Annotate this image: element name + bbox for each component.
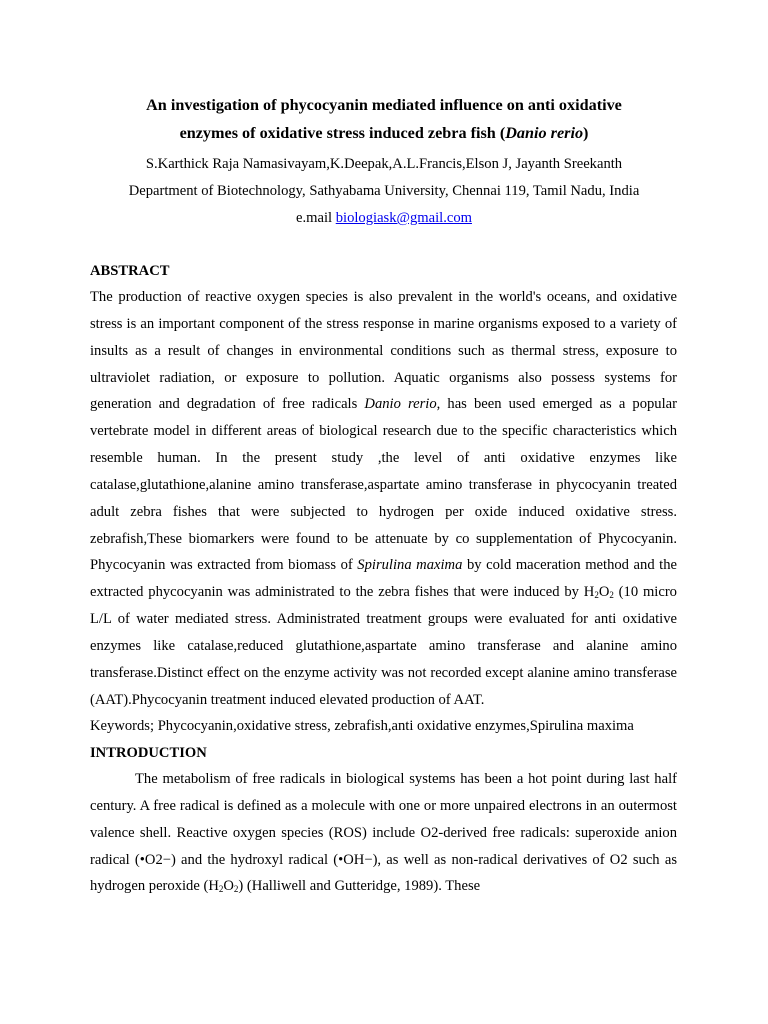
abstract-text-4: O (598, 584, 610, 601)
title-line-2-prefix: enzymes of oxidative stress induced zebra fish ( (179, 124, 506, 142)
title-line-2 (90, 119, 678, 147)
abstract-text-5: (10 micro L/L of water mediated stress. Administrated treatment groups were evaluated for anti oxidative enzymes like catalase,reduced glutathione,aspartate amino transferase and alanine amino transferase.Distinct effect on the enzyme activity was not recorded except alanine amino transferase (AAT).Phycocyanin treatment induced elevated production of AAT. (90, 584, 677, 708)
title-line-2-suffix: ) (583, 124, 589, 142)
abstract-italic-spirulina: Spirulina maxima (357, 557, 463, 574)
contact-email (90, 208, 678, 228)
affiliation: Department of Biotechnology, Sathyabama University, Chennai 119, Tamil Nadu, India (128, 183, 640, 199)
intro-text-2: O (223, 878, 234, 895)
title-line-1: An investigation of phycocyanin mediated influence on anti oxidative (146, 96, 622, 114)
author-list: S.Karthick Raja Namasivayam,K.Deepak,A.L.Francis,Elson J, Jayanth Sreekanth (145, 156, 623, 172)
abstract-text-2: , has been used emerged as a popular vertebrate model in different areas of biological research due to the specific characteristics which resemble human. In the present study ,the level of anti oxidative enzymes like catalase,glutathione,alanine amino transferase,aspartate amino transferase in phycocyanin treated adult zebra fishes that were subjected to hydrogen per oxide induced oxidative stress. zebrafish,These biomarkers were found to be attenuate by co supplementation of Phycocyanin. Phycocyanin was extracted from biomass of (90, 396, 677, 574)
introduction-body (90, 766, 677, 900)
abstract-body (90, 284, 677, 714)
intro-subscript-h2: 2 (218, 884, 224, 895)
paper-title (90, 91, 678, 147)
abstract-text-3: by cold maceration method and the extracted phycocyanin was administrated to the zebra fishes that were induced by H (90, 557, 678, 601)
intro-subscript-o2: 2 (233, 884, 239, 895)
intro-text-1: The metabolism of free radicals in biological systems has been a hot point during last half century. A free radical is defined as a molecule with one or more unpaired electrons in an outermost valence shell. Reactive oxygen species (ROS) include O2-derived free radicals: superoxide anion radical (•O2−) and the hydroxyl radical (•OH−), as well as non-radical derivatives of O2 such as hydrogen peroxide (H (90, 771, 677, 895)
abstract-italic-danio: Danio rerio (364, 396, 437, 413)
subscript-o2: 2 (609, 590, 614, 601)
title-species-name: Danio rerio (505, 124, 584, 142)
abstract-text-1: The production of reactive oxygen species is also prevalent in the world's oceans, and oxidative stress is an important component of the stress response in marine organisms exposed to a variety of insults as a result of changes in environmental conditions such as thermal stress, exposure to ultraviolet radiation, or exposure to pollution. Aquatic organisms also possess systems for generation and degradation of free radicals (90, 289, 677, 413)
introduction-heading: INTRODUCTION (90, 745, 207, 761)
keywords-line: Keywords; Phycocyanin,oxidative stress, zebrafish,anti oxidative enzymes,Spirulina maxima (90, 718, 634, 734)
email-label: e.mail (296, 210, 336, 226)
intro-text-3: ) (Halliwell and Gutteridge, 1989). These (238, 878, 481, 895)
abstract-heading: ABSTRACT (90, 263, 170, 279)
email-link[interactable]: biologiask@gmail.com (335, 210, 472, 226)
subscript-h2: 2 (594, 590, 599, 601)
